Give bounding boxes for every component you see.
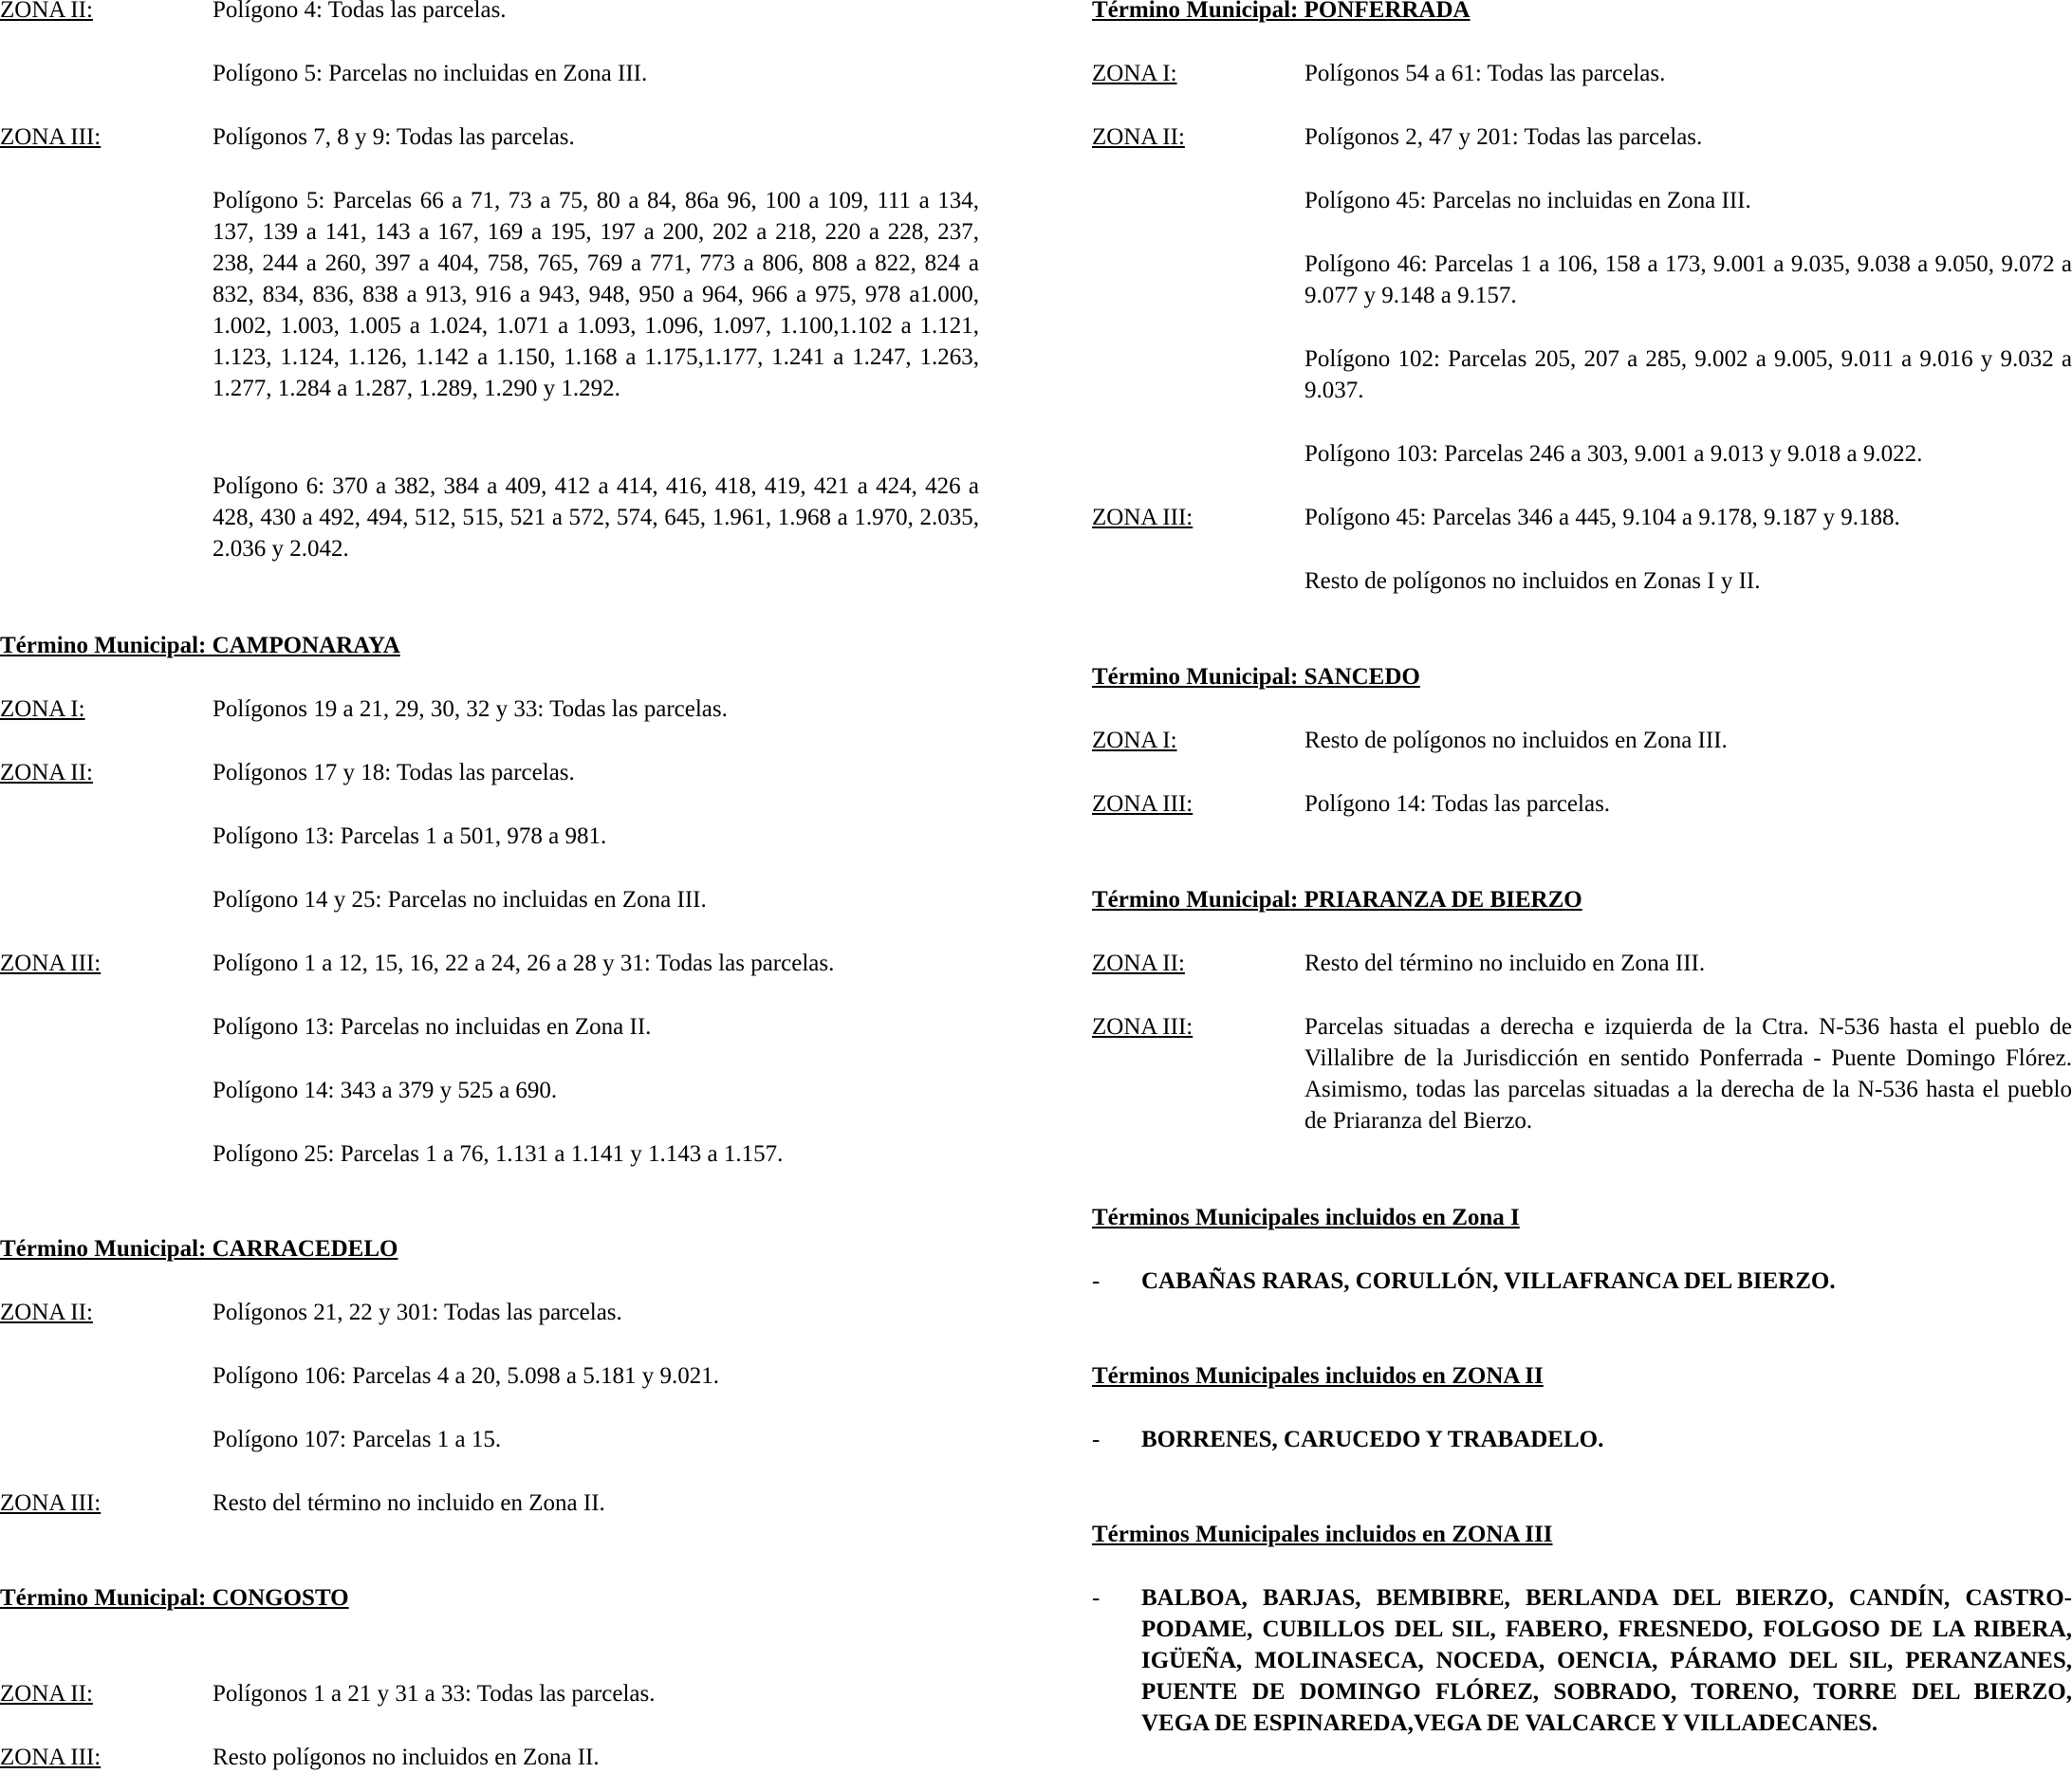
zone-text: Polígono 25: Parcelas 1 a 76, 1.131 a 1.141 y 1.143 a 1.157. [213,1141,784,1167]
zone-label: ZONA II: [0,0,93,23]
zone-label: ZONA III: [0,951,102,976]
municipality-list: CABAÑAS RARAS, CORULLÓN, VILLAFRANCA DEL BIERZO. [1141,1268,1836,1294]
zone-text: Polígono 106: Parcelas 4 a 20, 5.098 a 5.181 y 9.021. [213,1363,719,1389]
zone-text: Polígonos 1 a 21 y 31 a 33: Todas las parcelas. [213,1681,656,1707]
zone-text: Polígonos 17 y 18: Todas las parcelas. [213,760,575,785]
zone-label: ZONA II: [0,760,93,785]
zone-label: ZONA III: [0,1490,102,1516]
zone-text: Polígonos 2, 47 y 201: Todas las parcelas. [1304,124,1703,150]
zone-label: ZONA II: [1092,124,1185,150]
zone-text: Polígonos 7, 8 y 9: Todas las parcelas. [213,124,575,150]
zone-text: Polígonos 21, 22 y 301: Todas las parcelas. [213,1300,622,1325]
zone-text: Polígono 103: Parcelas 246 a 303, 9.001 a 9.013 y 9.018 a 9.022. [1304,441,1923,467]
zone-text: Polígono 45: Parcelas no incluidas en Zona III. [1304,188,1751,213]
section-heading: Términos Municipales incluidos en ZONA III [1092,1522,1553,1547]
dash-bullet: - [1092,1585,1101,1611]
zone-paragraph: Polígono 102: Parcelas 205, 207 a 285, 9.002 a 9.005, 9.011 a 9.016 y 9.032 a 9.037. [1304,346,2072,403]
zone-text: Polígono 14: 343 a 379 y 525 a 690. [213,1078,558,1103]
zone-text: Polígono 13: Parcelas no incluidas en Zona II. [213,1014,652,1040]
zone-text: Resto del término no incluido en Zona II. [213,1490,605,1516]
zone-label: ZONA II: [0,1300,93,1325]
zone-text: Polígono 4: Todas las parcelas. [213,0,507,23]
zone-paragraph: Polígono 5: Parcelas 66 a 71, 73 a 75, 80 a 84, 86a 96, 100 a 109, 111 a 134, 137, 139 a 141, 143 a 167, 169 a 195, 197 a 200, 202 a 218, 220 a 228, 237, 238, 244 a 260, 397 a 404, 758, 765, 769 a 771, 773 a 806, 808 a 822, 824 a 832, 834, 836, 838 a 913, 916 a 943, 948, 950 a 964, 966 a 975, 978 a1.000, 1.002, 1.003, 1.005 a 1.024, 1.071 a 1.093, 1.096, 1.097, 1.100,1.102 a 1.121, 1.123, 1.124, 1.126, 1.142 a 1.150, 1.168 a 1.175,1.177, 1.241 a 1.247, 1.263, 1.277, 1.284 a 1.287, 1.289, 1.290 y 1.292. [213,188,979,401]
zone-paragraph: Parcelas situadas a derecha e izquierda de la Ctra. N-536 hasta el pueblo de Villalibre de la Jurisdicción en sentido Ponferrada - Puente Domingo Flórez. Asimismo, todas las parcelas situadas a la derecha de la N-536 hasta el pueblo de Priaranza del Bierzo. [1304,1014,2072,1134]
zone-text: Polígono 107: Parcelas 1 a 15. [213,1427,502,1452]
zone-text: Resto polígonos no incluidos en Zona II. [213,1745,600,1770]
section-heading: Términos Municipales incluidos en ZONA II [1092,1363,1544,1389]
section-heading: Término Municipal: PRIARANZA DE BIERZO [1092,887,1582,913]
zone-label: ZONA III: [0,1745,102,1770]
zone-label: ZONA III: [1092,505,1193,530]
zone-text: Polígonos 19 a 21, 29, 30, 32 y 33: Todas las parcelas. [213,696,728,722]
zone-text: Polígono 5: Parcelas no incluidas en Zona III. [213,61,648,86]
zone-text: Polígono 14 y 25: Parcelas no incluidas en Zona III. [213,887,707,913]
section-heading: Término Municipal: CONGOSTO [0,1585,349,1611]
section-heading: Término Municipal: CAMPONARAYA [0,633,400,658]
zone-label: ZONA I: [1092,728,1177,753]
zone-text: Polígono 1 a 12, 15, 16, 22 a 24, 26 a 28 y 31: Todas las parcelas. [213,951,835,976]
zone-label: ZONA III: [0,124,102,150]
zone-text: Polígono 14: Todas las parcelas. [1304,791,1611,817]
zone-paragraph: Polígono 46: Parcelas 1 a 106, 158 a 173, 9.001 a 9.035, 9.038 a 9.050, 9.072 a 9.077 y 9.148 a 9.157. [1304,251,2072,308]
section-heading: Término Municipal: CARRACEDELO [0,1236,398,1262]
municipality-list: BALBOA, BARJAS, BEMBIBRE, BERLANDA DEL BIERZO, CANDÍN, CASTRO-PODAME, CUBILLOS DEL SIL, FABERO, FRESNEDO, FOLGOSO DE LA RIBERA, IGÜEÑA, MOLINASECA, NOCEDA, OENCIA, PÁRAMO DEL SIL, PERANZANES, PUENTE DE DOMINGO FLÓREZ, SOBRADO, TORENO, TORRE DEL BIERZO, VEGA DE ESPINAREDA,VEGA DE VALCARCE Y VILLADECANES. [1141,1585,2072,1736]
zone-text: Polígonos 54 a 61: Todas las parcelas. [1304,61,1666,86]
zone-label: ZONA I: [0,696,85,722]
dash-bullet: - [1092,1268,1101,1294]
zone-label: ZONA II: [1092,951,1185,976]
section-heading: Términos Municipales incluidos en Zona I [1092,1205,1520,1230]
zone-text: Polígono 45: Parcelas 346 a 445, 9.104 a 9.178, 9.187 y 9.188. [1304,505,1900,530]
zone-label: ZONA III: [1092,791,1193,817]
zone-label: ZONA II: [0,1681,93,1707]
zone-text: Resto de polígonos no incluidos en Zonas I y II. [1304,568,1761,594]
zone-text: Resto de polígonos no incluidos en Zona III. [1304,728,1728,753]
section-heading: Término Municipal: PONFERRADA [1092,0,1471,23]
zone-label: ZONA I: [1092,61,1177,86]
zone-text: Polígono 13: Parcelas 1 a 501, 978 a 981. [213,823,607,849]
section-heading: Término Municipal: SANCEDO [1092,664,1420,690]
zone-label: ZONA III: [1092,1014,1193,1040]
zone-paragraph: Polígono 6: 370 a 382, 384 a 409, 412 a 414, 416, 418, 419, 421 a 424, 426 a 428, 430 a 492, 494, 512, 515, 521 a 572, 574, 645, 1.961, 1.968 a 1.970, 2.035, 2.036 y 2.042. [213,473,979,562]
municipality-list: BORRENES, CARUCEDO Y TRABADELO. [1141,1427,1604,1452]
zone-text: Resto del término no incluido en Zona III. [1304,951,1706,976]
dash-bullet: - [1092,1427,1101,1452]
